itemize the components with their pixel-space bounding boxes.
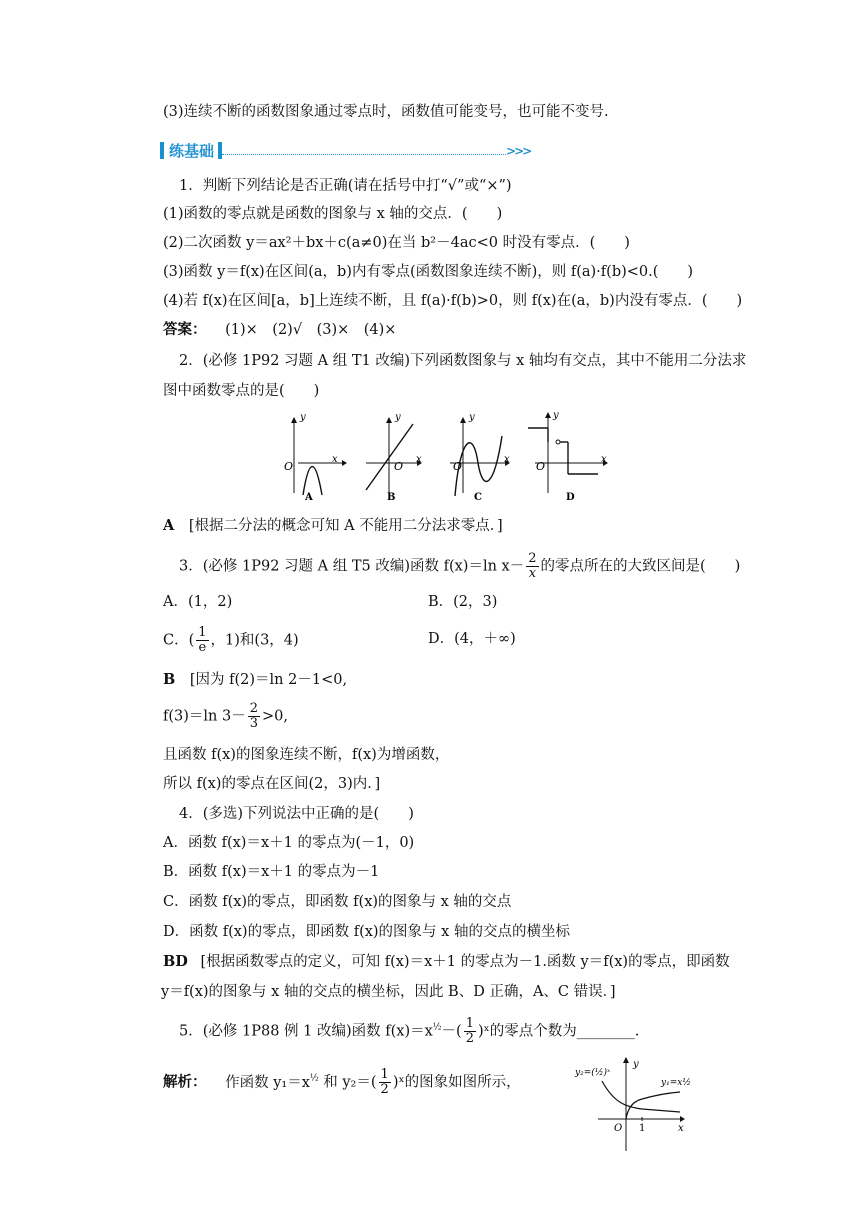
q3-answer-line1: [因为 f(2)＝ln 2－1<0,: [189, 672, 348, 688]
graph-origin-label: O: [453, 460, 463, 473]
frac-den: 3: [249, 716, 258, 731]
q5-stem-fraction: [464, 1017, 476, 1046]
q5-graph-y-label: y: [633, 1059, 639, 1070]
frac-den: 2: [380, 1082, 389, 1097]
q5-analysis-label: 解析：: [163, 1073, 207, 1091]
q5-analysis-text-a: 作函数 y₁＝x: [225, 1074, 310, 1091]
q3-answer-letter: B: [163, 671, 176, 688]
q3-option-b: B．(2，3): [428, 594, 498, 610]
section-arrow-icon: >>>: [506, 143, 531, 158]
frac-den: e: [198, 640, 207, 655]
q3-stem: [179, 552, 740, 581]
section-title: 练基础: [169, 142, 215, 160]
q3-answer-line3: 且函数 f(x)的图象连续不断，f(x)为增函数，: [163, 747, 450, 763]
q5-graph: [572, 1055, 712, 1155]
q3-answer-line2: [163, 702, 288, 731]
q3-answer: [163, 670, 347, 690]
q3-stem-fraction: [526, 552, 538, 581]
q5-graph-tick: 1: [639, 1123, 646, 1134]
graph-label: B: [387, 492, 396, 503]
q5-analysis-text-c: )ˣ的图象如图所示，: [392, 1074, 521, 1091]
q5-analysis: [163, 1068, 521, 1097]
q3-answer-line4: 所以 f(x)的零点在区间(2，3)内．]: [163, 776, 381, 792]
q1-item: (1)函数的零点就是函数的图象与 x 轴的交点．( ): [163, 206, 503, 222]
frac-num: 1: [198, 625, 207, 640]
q1-stem: 1．判断下列结论是否正确(请在括号中打“√”或“×”): [179, 178, 512, 194]
frac-num: 1: [465, 1016, 474, 1031]
q5-graph-y2-label: y₂=(½)ˣ: [575, 1068, 611, 1078]
graph-x-label: x: [332, 454, 338, 465]
graph-b: [366, 412, 422, 503]
q2-answer: [163, 516, 503, 536]
graph-origin-label: O: [284, 460, 294, 473]
intro-line: (3)连续不断的函数图象通过零点时，函数值可能变号，也可能不变号.: [163, 104, 609, 120]
q4-answer-line2: y＝f(x)的图象与 x 轴的交点的横坐标，因此 B、D 正确，A、C 错误．]: [161, 984, 616, 1000]
q1-item: (3)函数 y＝f(x)在区间(a，b)内有零点(函数图象连续不断)，则 f(a)·f(b)<0.( ): [163, 264, 694, 280]
q5-stem: [179, 1017, 639, 1046]
graph-x-label: x: [504, 454, 510, 465]
frac-den: x: [528, 566, 537, 581]
q3-option-c-prefix: C．(: [163, 632, 195, 649]
q2-graphs: [270, 408, 615, 508]
graph-y-label: y: [469, 412, 475, 423]
q3-answer-line2-suffix: >0,: [262, 708, 288, 725]
section-rule: [222, 144, 506, 155]
q4-option: D．函数 f(x)的零点，即函数 f(x)的图象与 x 轴的交点的横坐标: [163, 924, 570, 940]
q4-option: C．函数 f(x)的零点，即函数 f(x)的图象与 x 轴的交点: [163, 894, 512, 910]
graph-d: [528, 410, 608, 503]
q3-option-c-fraction: [196, 626, 208, 655]
q3-stem-prefix: 3．(必修 1P92 习题 A 组 T5 改编)函数 f(x)＝ln x－: [179, 558, 525, 575]
q3-option-d: D．(4，＋∞): [428, 631, 516, 647]
q3-stem-suffix: 的零点所在的大致区间是( ): [540, 558, 741, 575]
graph-label: A: [305, 492, 313, 503]
q4-answer-line1: [根据函数零点的定义，可知 f(x)＝x＋1 的零点为－1.函数 y＝f(x)的零点，即函数: [200, 954, 730, 970]
q4-answer-letter: BD: [163, 953, 188, 970]
q2-stem-line1: 2．(必修 1P92 习题 A 组 T1 改编)下列函数图象与 x 轴均有交点，其中不能用二分法求: [179, 353, 747, 369]
graph-x-label: x: [601, 454, 607, 465]
q5-analysis-text-b: 和 y₂＝(: [323, 1074, 377, 1091]
q2-answer-text: [根据二分法的概念可知 A 不能用二分法求零点．]: [188, 518, 503, 534]
q4-stem: 4．(多选)下列说法中正确的是( ): [179, 806, 414, 822]
q2-stem-line2: 图中函数零点的是( ): [163, 383, 320, 399]
q4-answer: [163, 952, 730, 972]
graph-label: D: [566, 492, 575, 503]
section-bar: [160, 142, 164, 159]
frac-num: 2: [249, 701, 258, 716]
graph-a: [284, 412, 347, 503]
q1-answer: [163, 320, 396, 340]
q3-option-a: A．(1，2): [163, 594, 233, 610]
q5-stem-exponent: ½: [432, 1022, 442, 1033]
graph-y-label: y: [553, 410, 559, 421]
q3-answer-fraction: [248, 702, 260, 731]
q5-graph-x-label: x: [678, 1123, 684, 1134]
graph-x-label: x: [416, 454, 422, 465]
q1-item: (4)若 f(x)在区间[a，b]上连续不断，且 f(a)·f(b)>0，则 f(x)在(a，b)内没有零点．( ): [163, 293, 743, 309]
frac-den: 2: [465, 1031, 474, 1046]
q5-analysis-exponent: ½: [309, 1073, 319, 1084]
q1-item: (2)二次函数 y＝ax²＋bx＋c(a≠0)在当 b²－4ac<0 时没有零点．( ): [163, 235, 630, 251]
graph-origin-label: O: [536, 460, 546, 473]
q5-graph-y1-label: y₁=x½: [661, 1078, 692, 1088]
graph-label: C: [474, 492, 482, 503]
q4-option: B．函数 f(x)＝x＋1 的零点为－1: [163, 864, 380, 880]
q1-answer-value: (1)× (2)√ (3)× (4)×: [225, 322, 397, 338]
q3-answer-line2-prefix: f(3)＝ln 3－: [163, 708, 246, 725]
q1-answer-label: 答案：: [163, 321, 207, 338]
q3-option-c: [163, 626, 299, 655]
q5-graph-origin: O: [614, 1123, 623, 1134]
graph-y-label: y: [395, 412, 401, 423]
graph-y-label: y: [300, 412, 306, 423]
frac-num: 2: [528, 551, 537, 566]
q5-analysis-fraction: [379, 1068, 391, 1097]
q5-stem-mid: －(: [441, 1023, 462, 1040]
q3-option-c-suffix: ，1)和(3，4): [210, 632, 299, 649]
q2-answer-letter: A: [163, 517, 175, 534]
q5-stem-prefix: 5．(必修 1P88 例 1 改编)函数 f(x)＝x: [179, 1023, 433, 1040]
section-header: [160, 140, 530, 161]
graph-origin-label: O: [394, 460, 404, 473]
graph-c: [450, 412, 510, 503]
q4-option: A．函数 f(x)＝x＋1 的零点为(－1，0): [163, 835, 415, 851]
q5-stem-suffix: )ˣ的零点个数为________.: [477, 1023, 640, 1040]
frac-num: 1: [380, 1067, 389, 1082]
